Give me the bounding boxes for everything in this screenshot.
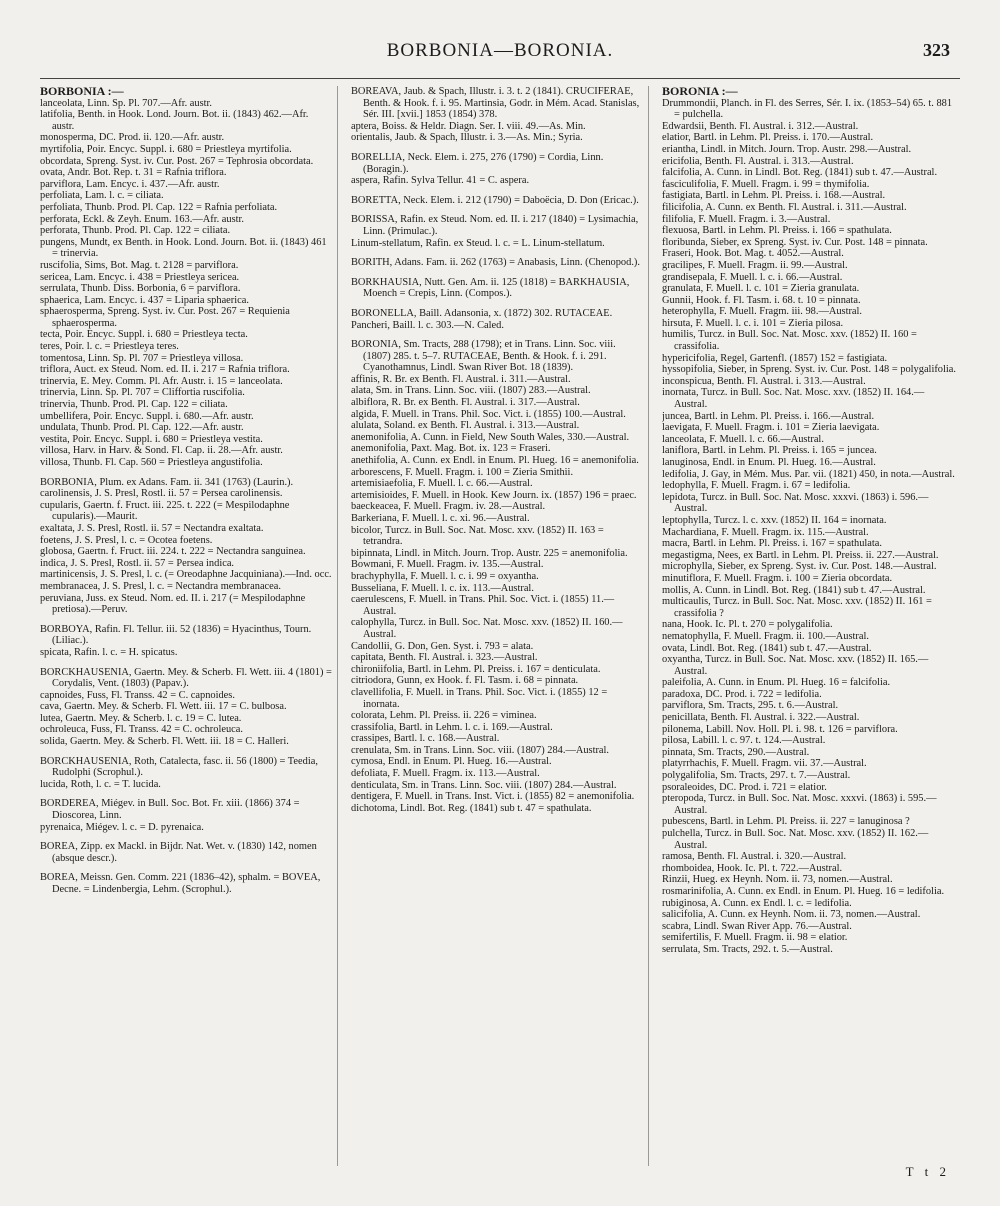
index-entry: juncea, Bartl. in Lehm. Pl. Preiss. i. 166.—Austral. [662,410,875,422]
index-entry: Pancheri, Baill. l. c. 303.—N. Caled. [351,319,504,331]
index-entry: megastigma, Nees, ex Bartl. in Lehm. Pl. Preiss. ii. 227.—Austral. [662,549,939,561]
index-entry: humilis, Turcz. in Bull. Soc. Nat. Mosc. xxv. (1852) II. 160 = crassifolia. [662,329,917,353]
index-entry: ledophylla, F. Muell. Fragm. i. 67 = ledifolia. [662,480,851,492]
index-entry: lanceolata, F. Muell. l. c. 66.—Austral. [662,433,824,445]
index-entry: parviflora, Sm. Tracts, 295. t. 6.—Austral. [662,700,839,712]
index-entry: cava, Gaertn. Mey. & Scherb. Fl. Wett. iii. 17 = C. bulbosa. [40,701,287,713]
index-entry: bicolor, Turcz. in Bull. Soc. Nat. Mosc. xxv. (1852) II. 163 = tetrandra. [351,524,604,548]
index-entry: teres, Poir. l. c. = Priestleya teres. [40,341,179,353]
index-entry: lepidota, Turcz. in Bull. Soc. Nat. Mosc. xxxvi. (1863) i. 596.—Austral. [662,491,929,515]
index-entry: pteropoda, Turcz. in Bull. Soc. Nat. Mosc. xxxvi. (1863) i. 595.—Austral. [662,793,937,816]
index-entry: macra, Bartl. in Lehm. Pl. Preiss. i. 167 = spathulata. [662,538,882,550]
index-entry: pilosa, Labill. l. c. 97. t. 124.—Austral. [662,735,826,747]
index-entry: spicata, Rafin. l. c. = H. spicatus. [40,646,178,658]
index-entry: globosa, Gaertn. f. Fruct. iii. 224. t. 222 = Nectandra sanguinea. [40,546,306,558]
index-entry: sphaerosperma, Spreng. Syst. iv. Cur. Post. 267 = Requienia sphaerosperma. [40,306,290,329]
index-entry: crenulata, Sm. in Trans. Linn. Soc. viii. (1807) 284.—Austral. [351,744,610,756]
index-entry: minutiflora, F. Muell. Fragm. i. 100 = Zieria obcordata. [662,572,893,584]
index-entry: inconspicua, Benth. Fl. Austral. i. 313.—Austral. [662,375,866,387]
index-entry: membranacea, J. S. Presl, l. c. = Nectandra membranacea. [40,580,281,592]
index-entry: pilonema, Labill. Nov. Holl. Pl. i. 98. t. 126 = parviflora. [662,723,898,735]
index-entry: oxyantha, Turcz. in Bull. Soc. Nat. Mosc. xxv. (1852) II. 165.—Austral. [662,654,929,677]
index-entry: alulata, Soland. ex Benth. Fl. Austral. i. 313.—Austral. [351,420,580,432]
index-entry: BORETTA, Neck. Elem. i. 212 (1790) = Daboëcia, D. Don (Ericac.). [351,194,639,206]
index-entry: aptera, Boiss. & Heldr. Diagn. Ser. I. viii. 49.—As. Min. [351,120,586,132]
index-entry: dentigera, F. Muell. in Trans. Inst. Vict. i. (1855) 82 = anemonifolia. [351,791,635,803]
index-entry: filifolia, F. Muell. Fragm. i. 3.—Austral. [662,213,831,225]
index-entry: BORISSA, Rafin. ex Steud. Nom. ed. II. i. 217 (1840) = Lysimachia, Linn. (Primulac.). [351,214,639,237]
index-entry: albiflora, R. Br. ex Benth. Fl. Austral. i. 317.—Austral. [351,397,580,409]
entry-gap [351,300,644,308]
index-entry: caerulescens, F. Muell. in Trans. Phil. Soc. Vict. i. (1855) 11.—Austral. [351,594,615,617]
index-entry: citriodora, Gunn, ex Hook. f. Fl. Tasm. i. 68 = pinnata. [351,675,579,687]
index-entry: cymosa, Endl. in Enum. Pl. Hueg. 16.—Austral. [351,756,552,768]
index-entry: paleifolia, A. Cunn. in Enum. Pl. Hueg. 16 = falcifolia. [662,677,891,689]
index-entry: falcifolia, A. Cunn. in Lindl. Bot. Reg. (1841) sub t. 47.—Austral. [662,167,938,179]
index-entry: BORELLIA, Neck. Elem. i. 275, 276 (1790) = Cordia, Linn. (Boragin.). [351,151,604,175]
index-entry: triflora, Auct. ex Steud. Nom. ed. II. i. 217 = Rafnia triflora. [40,364,290,376]
index-entry: perfoliata, Lam. l. c. = ciliata. [40,190,164,202]
index-entry: rubiginosa, A. Cunn. ex Endl. l. c. = ledifolia. [662,897,852,909]
index-entry: flexuosa, Bartl. in Lehm. Pl. Preiss. i. 166 = spathulata. [662,225,892,237]
index-entry: obcordata, Spreng. Syst. iv. Cur. Post. 267 = Tephrosia obcordata. [40,155,314,167]
column-left [40,86,338,1166]
index-entry: Gunnii, Hook. f. Fl. Tasm. i. 68. t. 10 = pinnata. [662,294,861,306]
index-entry: ramosa, Benth. Fl. Austral. i. 320.—Austral. [662,851,847,863]
index-entry: anemonifolia, Paxt. Mag. Bot. ix. 123 = Fraseri. [351,443,551,455]
index-entry: affinis, R. Br. ex Benth. Fl. Austral. i. 311.—Austral. [351,373,571,385]
index-entry: scabra, Lindl. Swan River App. 76.—Austral. [662,920,852,932]
index-entry: Fraseri, Hook. Bot. Mag. t. 4052.—Austral. [662,248,844,260]
index-entry: BORDEREA, Miégev. in Bull. Soc. Bot. Fr. xiii. (1866) 374 = Dioscorea, Linn. [40,798,300,822]
page-number: 323 [923,40,950,60]
index-entry: heterophylla, F. Muell. Fragm. iii. 98.—Austral. [662,306,863,318]
column-middle [351,86,649,1166]
index-entry: trinervia, Linn. Sp. Pl. 707 = Cliffortia ruscifolia. [40,387,245,399]
index-entry: elatior, Bartl. in Lehm. Pl. Preiss. i. 170.—Austral. [662,132,874,144]
index-entry: laniflora, Bartl. in Lehm. Pl. Preiss. i. 165 = juncea. [662,445,877,457]
entry-gap [40,748,333,756]
index-entry: sphaerica, Lam. Encyc. i. 437 = Liparia sphaerica. [40,294,249,306]
index-entry: hypericifolia, Regel, Gartenfl. (1857) 152 = fastigiata. [662,352,888,364]
index-entry: fasciculifolia, F. Muell. Fragm. i. 99 = thymifolia. [662,178,870,190]
index-entry: BORBONIA, Plum. ex Adans. Fam. ii. 341 (1763) (Laurin.). [40,476,294,488]
index-entry: leptophylla, Turcz. l. c. xxv. (1852) II. 164 = inornata. [662,514,887,526]
index-entry: rosmarinifolia, A. Cunn. ex Endl. in Enum. Pl. Hueg. 16 = ledifolia. [662,885,945,897]
index-entry: monosperma, DC. Prod. ii. 120.—Afr. austr. [40,132,225,144]
index-entry: salicifolia, A. Cunn. ex Heynh. Nom. ii. 73, nomen.—Austral. [662,909,921,921]
entry-gap [351,249,644,257]
entry-gap [351,269,644,277]
entry-gap [40,833,333,841]
index-entry: umbellifera, Poir. Encyc. Suppl. i. 680.—Afr. austr. [40,410,254,422]
index-entry: ledifolia, J. Gay, in Mém. Mus. Par. vii. (1821) 450, in nota.—Austral. [662,468,955,480]
index-entry: peruviana, Juss. ex Steud. Nom. ed. II. i. 217 (= Mespilodaphne pretiosa).—Peruv. [40,592,306,616]
index-entry: serrulata, Thunb. Diss. Borbonia, 6 = parviflora. [40,283,241,295]
signature-mark: T t 2 [905,1164,950,1179]
index-entry: latifolia, Benth. in Hook. Lond. Journ. Bot. ii. (1843) 462.—Afr. austr. [40,109,309,132]
index-entry: algida, F. Muell. in Trans. Phil. Soc. Vict. i. (1855) 100.—Austral. [351,408,626,420]
index-entry: hyssopifolia, Sieber, in Spreng. Syst. iv. Cur. Post. 148 = polygalifolia. [662,364,956,376]
index-entry: solida, Gaertn. Mey. & Scherb. Fl. Wett. iii. 18 = C. Halleri. [40,736,289,748]
index-entry: ruscifolia, Sims, Bot. Mag. t. 2128 = parviflora. [40,259,239,271]
index-entry: villosa, Harv. in Harv. & Sond. Fl. Cap. ii. 28.—Afr. austr. [40,445,283,457]
index-entry: eriantha, Lindl. in Mitch. Journ. Trop. Austr. 298.—Austral. [662,143,912,155]
index-entry: rhomboidea, Hook. Ic. Pl. t. 722.—Austral. [662,862,843,874]
index-entry: myrtifolia, Poir. Encyc. Suppl. i. 680 = Priestleya myrtifolia. [40,143,292,155]
index-entry: inornata, Turcz. in Bull. Soc. Nat. Mosc. xxv. (1852) II. 164.—Austral. [662,387,925,411]
header-rule [40,78,960,79]
index-entry: perforata, Eckl. & Zeyh. Enum. 163.—Afr. austr. [40,213,245,225]
column-heading: BORONIA :— [662,86,738,98]
index-entry: denticulata, Sm. in Trans. Linn. Soc. viii. (1807) 284.—Austral. [351,779,617,791]
index-entry: villosa, Thunb. Fl. Cap. 560 = Priestleya angustifolia. [40,457,263,468]
index-entry: Edwardsii, Benth. Fl. Austral. i. 312.—Austral. [662,120,859,132]
index-entry: nematophylla, F. Muell. Fragm. ii. 100.—Austral. [662,630,869,642]
index-entry: BOREA, Meissn. Gen. Comm. 221 (1836–42), sphalm. = BOVEA, Decne. = Lindenbergia, Lehm. (Scrophul.). [40,872,321,895]
index-entry: penicillata, Benth. Fl. Austral. i. 322.—Austral. [662,712,860,724]
index-entry: pyrenaica, Miégev. l. c. = D. pyrenaica. [40,821,204,833]
index-entry: sericea, Lam. Encyc. i. 438 = Priestleya sericea. [40,271,240,283]
index-entry: Candollii, G. Don, Gen. Syst. i. 793 = alata. [351,640,534,652]
entry-gap [40,469,333,477]
index-entry: ochroleuca, Fuss, Fl. Transs. 42 = C. ochroleuca. [40,724,243,736]
entry-gap [40,790,333,798]
entry-gap [351,206,644,214]
index-entry: crassipes, Bartl. l. c. 168.—Austral. [351,733,500,745]
index-entry: pinnata, Sm. Tracts, 290.—Austral. [662,746,810,758]
index-entry: anethifolia, A. Cunn. ex Endl. in Enum. Pl. Hueg. 16 = anemonifolia. [351,455,639,467]
entry-gap [40,616,333,624]
index-entry: psoraleoides, DC. Prod. i. 721 = elatior. [662,781,827,793]
index-entry: Busseliana, F. Muell. l. c. ix. 113.—Austral. [351,582,534,594]
index-entry: artemisiaefolia, F. Muell. l. c. 66.—Austral. [351,478,533,490]
index-entry: chironiifolia, Bartl. in Lehm. Pl. Preiss. i. 167 = denticulata. [351,663,601,675]
index-entry: perfoliata, Thunb. Prod. Pl. Cap. 122 = Rafnia perfoliata. [40,201,278,213]
index-entry: colorata, Lehm. Pl. Preiss. ii. 226 = viminea. [351,710,537,722]
index-entry: capnoides, Fuss, Fl. Transs. 42 = C. capnoides. [40,689,235,701]
index-entry: polygalifolia, Sm. Tracts, 297. t. 7.—Austral. [662,770,851,782]
entry-gap [351,144,644,152]
index-entry: fastigiata, Bartl. in Lehm. Pl. Preiss. i. 168.—Austral. [662,190,886,202]
index-entry: nana, Hook. Ic. Pl. t. 270 = polygalifolia. [662,619,833,631]
index-entry: martinicensis, J. S. Presl, l. c. (= Oreodaphne Jacquiniana).—Ind. occ. [40,569,332,581]
index-entry: orientalis, Jaub. & Spach, Illustr. i. 3.—As. Min.; Syria. [351,132,583,144]
index-entry: calophylla, Turcz. in Bull. Soc. Nat. Mosc. xxv. (1852) II. 160.—Austral. [351,617,623,640]
index-entry: mollis, A. Cunn. in Lindl. Bot. Reg. (1841) sub t. 47.—Austral. [662,584,926,596]
index-entry: floribunda, Sieber, ex Spreng. Syst. iv. Cur. Post. 148 = pinnata. [662,236,928,248]
index-entry: ericifolia, Benth. Fl. Austral. i. 313.—Austral. [662,155,854,167]
index-entry: microphylla, Sieber, ex Spreng. Syst. iv. Cur. Post. 148.—Austral. [662,561,937,573]
index-entry: lucida, Roth, l. c. = T. lucida. [40,778,161,790]
index-entry: capitata, Benth. Fl. Austral. i. 323.—Austral. [351,652,538,664]
index-entry: tecta, Poir. Encyc. Suppl. i. 680 = Priestleya tecta. [40,329,248,341]
index-entry: lanuginosa, Endl. in Enum. Pl. Hueg. 16.—Austral. [662,457,876,468]
index-entry: Rinzii, Hueg. ex Heynh. Nom. ii. 73, nomen.—Austral. [662,874,893,886]
index-entry: trinervia, E. Mey. Comm. Pl. Afr. Austr. i. 15 = lanceolata. [40,375,283,387]
index-entry: Barkeriana, F. Muell. l. c. xi. 96.—Austral. [351,513,530,524]
index-entry: anemonifolia, A. Cunn. in Field, New South Wales, 330.—Austral. [351,431,630,443]
index-entry: parviflora, Lam. Encyc. i. 437.—Afr. austr. [40,178,220,190]
index-entry: ovata, Andr. Bot. Rep. t. 31 = Rafnia triflora. [40,167,227,179]
index-entry: BORONELLA, Baill. Adansonia, x. (1872) 302. RUTACEAE. [351,307,613,319]
index-entry: lutea, Gaertn. Mey. & Scherb. l. c. 19 = C. lutea. [40,712,242,724]
index-entry: BORONIA, Sm. Tracts, 288 (1798); et in Trans. Linn. Soc. viii. (1807) 285. t. 5–7. RUTACEAE, Benth. & Hook. f. i. 291. Cyanothamnus, Lindl. Swan River Bot. 18 (1839). [351,339,616,374]
index-entry: arborescens, F. Muell. Fragm. i. 100 = Zieria Smithii. [351,466,574,478]
column-right [662,86,960,1166]
index-entry: cupularis, Gaertn. f. Fruct. iii. 225. t. 222 (= Mespilodaphne cupularis).—Maurit. [40,499,290,523]
index-entry: alata, Sm. in Trans. Linn. Soc. viii. (1807) 283.—Austral. [351,385,591,397]
index-entry: BORCKHAUSENIA, Roth, Catalecta, fasc. ii. 56 (1800) = Teedia, Rudolphi (Scrophul.). [40,755,318,779]
index-entry: serrulata, Sm. Tracts, 292. t. 5.—Austral. [662,943,833,955]
index-entry: Bowmani, F. Muell. Fragm. iv. 135.—Austral. [351,559,544,571]
running-head [40,40,960,70]
index-entry: BOREAVA, Jaub. & Spach, Illustr. i. 3. t. 2 (1841). CRUCIFERAE, Benth. & Hook. f. i. 95. Martinsia, Godr. in Mém. Acad. Stanislas, Sér. III. [xvii.] 1853 (1854) 378. [351,86,640,121]
page-title: BORBONIA—BORONIA. [386,40,614,61]
index-entry: lanceolata, Linn. Sp. Pl. 707.—Afr. austr. [40,97,212,109]
text-columns [40,86,960,1166]
index-entry: hirsuta, F. Muell. l. c. i. 101 = Zieria pilosa. [662,317,844,329]
index-entry: tomentosa, Linn. Sp. Pl. 707 = Priestleya villosa. [40,352,244,364]
index-entry: pungens, Mundt, ex Benth. in Hook. Lond. Journ. Bot. ii. (1843) 461 = trinervia. [40,236,327,260]
index-entry: brachyphylla, F. Muell. l. c. i. 99 = oxyantha. [351,570,539,582]
index-entry: grandisepala, F. Muell. l. c. i. 66.—Austral. [662,271,843,283]
index-entry: Machardiana, F. Muell. Fragm. ix. 115.—Austral. [662,526,869,538]
index-entry: laevigata, F. Muell. Fragm. i. 101 = Zieria laevigata. [662,422,880,434]
index-entry: perforata, Thunb. Prod. Pl. Cap. 122 = ciliata. [40,225,231,237]
column-heading: BORBONIA :— [40,86,124,98]
index-entry: paradoxa, DC. Prod. i. 722 = ledifolia. [662,688,822,700]
index-entry: aspera, Rafin. Sylva Tellur. 41 = C. aspera. [351,175,530,187]
index-entry: defoliata, F. Muell. Fragm. ix. 113.—Austral. [351,768,540,780]
index-entry: dichotoma, Lindl. Bot. Reg. (1841) sub t. 47 = spathulata. [351,802,592,814]
index-entry: BOREA, Zipp. ex Mackl. in Bijdr. Nat. Wet. v. (1830) 142, nomen (absque descr.). [40,841,317,864]
index-entry: gracilipes, F. Muell. Fragm. ii. 99.—Austral. [662,259,848,271]
index-entry: BORBOYA, Rafin. Fl. Tellur. iii. 52 (1836) = Hyacinthus, Tourn. (Liliac.). [40,623,312,647]
index-entry: vestita, Poir. Encyc. Suppl. i. 680 = Priestleya vestita. [40,433,263,445]
index-entry: BORITH, Adans. Fam. ii. 262 (1763) = Anabasis, Linn. (Chenopod.). [351,257,640,269]
entry-gap [351,331,644,339]
index-entry: Drummondii, Planch. in Fl. des Serres, Sér. I. ix. (1853–54) 65. t. 881 = pulchella. [662,97,953,121]
index-entry: foetens, J. S. Presl, l. c. = Ocotea foetens. [40,534,213,546]
index-entry: semifertilis, F. Muell. Fragm. ii. 98 = elatior. [662,932,848,944]
index-entry: artemisioides, F. Muell. in Hook. Kew Journ. ix. (1857) 196 = praec. [351,489,637,501]
index-entry: multicaulis, Turcz. in Bull. Soc. Nat. Mosc. xxv. (1852) II. 161 = crassifolia ? [662,596,932,619]
index-entry: carolinensis, J. S. Presl, Rostl. ii. 57 = Persea carolinensis. [40,488,283,500]
index-entry: ovata, Lindl. Bot. Reg. (1841) sub t. 47.—Austral. [662,642,872,654]
index-entry: baeckeacea, F. Muell. Fragm. iv. 28.—Austral. [351,501,546,513]
index-entry: platyrrhachis, F. Muell. Fragm. vii. 37.—Austral. [662,758,867,770]
index-entry: filicifolia, A. Cunn. ex Benth. Fl. Austral. i. 311.—Austral. [662,201,907,213]
index-entry: Linum-stellatum, Rafin. ex Steud. l. c. = L. Linum-stellatum. [351,237,605,249]
index-entry: trinervia, Thunb. Prod. Pl. Cap. 122 = ciliata. [40,399,228,411]
index-entry: exaltata, J. S. Presl, Rostl. ii. 57 = Nectandra exaltata. [40,522,264,534]
index-entry: clavellifolia, F. Muell. in Trans. Phil. Soc. Vict. i. (1855) 12 = inornata. [351,686,608,710]
index-entry: pulchella, Turcz. in Bull. Soc. Nat. Mosc. xxv. (1852) II. 162.—Austral. [662,828,929,851]
index-entry: pubescens, Bartl. in Lehm. Pl. Preiss. ii. 227 = lanuginosa ? [662,816,910,828]
index-entry: crassifolia, Bartl. in Lehm. l. c. i. 169.—Austral. [351,721,553,733]
index-entry: granulata, F. Muell. l. c. 101 = Zieria granulata. [662,283,860,295]
index-entry: BORKHAUSIA, Nutt. Gen. Am. ii. 125 (1818) = BARKHAUSIA, Moench = Crepis, Linn. (Compos.). [351,276,630,300]
index-entry: indica, J. S. Presl, Rostl. ii. 57 = Persea indica. [40,557,235,569]
entry-gap [40,864,333,872]
index-entry: undulata, Thunb. Prod. Pl. Cap. 122.—Afr. austr. [40,422,244,434]
index-entry: BORCKHAUSENIA, Gaertn. Mey. & Scherb. Fl. Wett. iii. 4 (1801) = Corydalis, Vent. (1803) (Papav.). [40,666,332,690]
entry-gap [351,187,644,195]
index-entry: bipinnata, Lindl. in Mitch. Journ. Trop. Austr. 225 = anemonifolia. [351,547,628,559]
entry-gap [40,659,333,667]
